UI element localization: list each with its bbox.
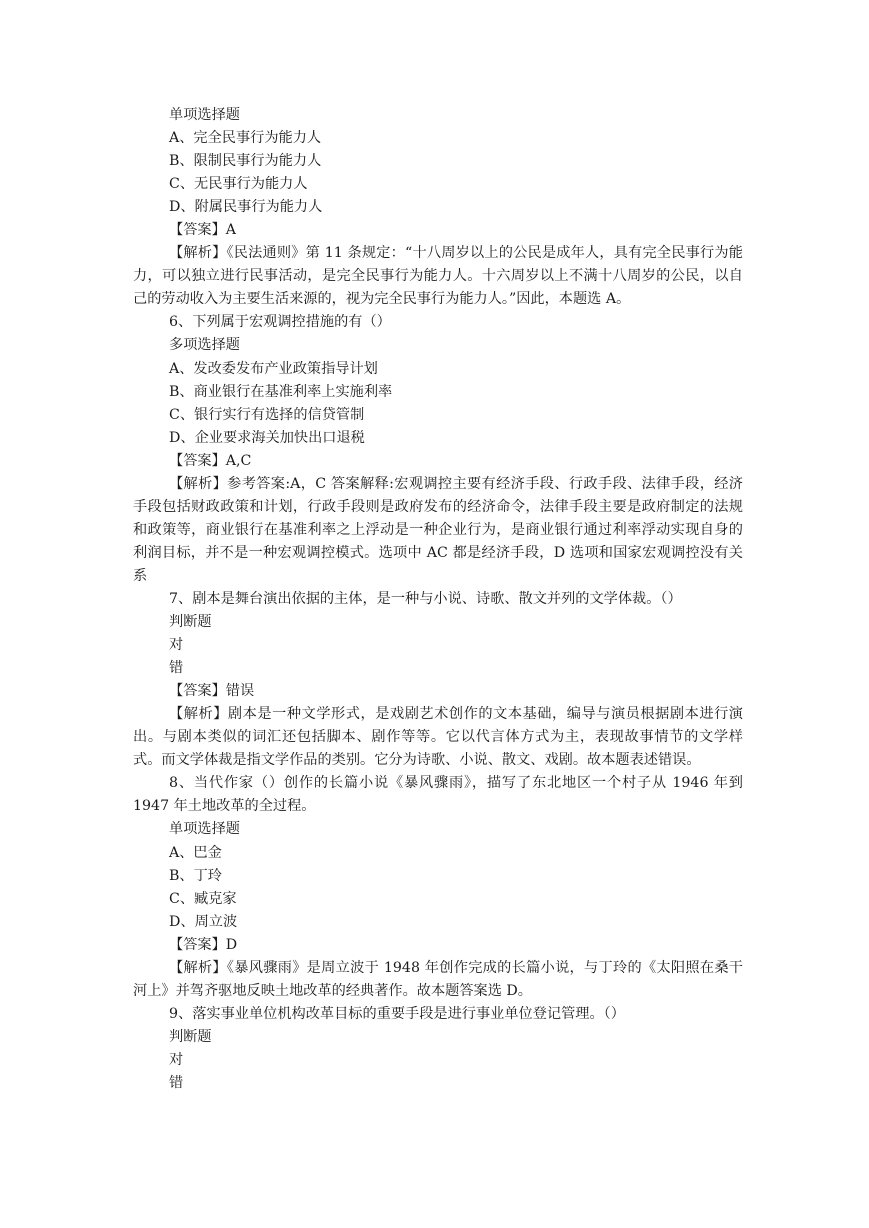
explanation: 【解析】剧本是一种文学形式，是戏剧艺术创作的文本基础，编导与演员根据剧本进行演出。与剧本类似的词汇还包括脚本、剧作等等。它以代言体方式为主，表现故事情节的文学样式。而文学体裁是指文学作品的类别。它分为诗歌、小说、散文、戏剧。故本题表述错误。	[133, 706, 743, 769]
option-a: A、完全民事行为能力人	[169, 130, 322, 147]
answer: 【答案】D	[169, 936, 238, 953]
option-d: D、周立波	[169, 913, 238, 930]
option-true: 对	[169, 1051, 184, 1068]
answer: 【答案】A,C	[169, 452, 252, 469]
option-c: C、臧克家	[169, 890, 237, 907]
option-b: B、商业银行在基准利率上实施利率	[169, 383, 393, 400]
option-b: B、丁玲	[169, 867, 222, 884]
option-c: C、无民事行为能力人	[169, 176, 308, 193]
option-d: D、附属民事行为能力人	[169, 199, 323, 216]
question-type: 单项选择题	[169, 107, 240, 123]
option-c: C、银行实行有选择的信贷管制	[169, 406, 365, 423]
question-type: 多项选择题	[169, 337, 240, 354]
document-page	[133, 104, 743, 1095]
question-type: 单项选择题	[169, 821, 240, 838]
explanation: 【解析】《民法通则》第 11 条规定：“十八周岁以上的公民是成年人，具有完全民事行为能力，可以独立进行民事活动，是完全民事行为能力人。十六周岁以上不满十八周岁的公民，以自己的劳动收入为主要生活来源的，视为完全民事行为能力人。”因此，本题选 A。	[133, 245, 743, 308]
explanation: 【解析】《暴风骤雨》是周立波于 1948 年创作完成的长篇小说，与丁玲的《太阳照在桑干河上》并驾齐驱地反映土地改革的经典著作。故本题答案选 D。	[133, 959, 743, 999]
explanation: 【解析】参考答案:A，C 答案解释:宏观调控主要有经济手段、行政手段、法律手段，经济手段包括财政政策和计划，行政手段则是政府发布的经济命令，法律手段主要是政府制定的法规和政策等，商业银行在基准利率之上浮动是一种企业行为，是商业银行通过利率浮动实现自身的利润目标，并不是一种宏观调控模式。选项中 AC 都是经济手段，D 选项和国家宏观调控没有关系	[133, 475, 743, 584]
option-true: 对	[169, 637, 184, 654]
option-a: A、发改委发布产业政策指导计划	[169, 360, 378, 377]
option-false: 错	[169, 660, 184, 677]
option-b: B、限制民事行为能力人	[169, 153, 322, 170]
question-9: 9、落实事业单位机构改革目标的重要手段是进行事业单位登记管理。（）	[169, 1005, 625, 1022]
option-a: A、巴金	[169, 844, 222, 861]
answer: 【答案】A	[169, 222, 236, 239]
question-type: 判断题	[169, 1028, 212, 1045]
question-8: 8、当代作家（）创作的长篇小说《暴风骤雨》，描写了东北地区一个村子从 1946 年到 1947 年土地改革的全过程。	[133, 775, 743, 815]
option-false: 错	[169, 1074, 184, 1091]
question-type: 判断题	[169, 614, 212, 631]
question-7: 7、剧本是舞台演出依据的主体，是一种与小说、诗歌、散文并列的文学体裁。（）	[169, 590, 682, 607]
answer: 【答案】错误	[169, 683, 255, 700]
question-6: 6、下列属于宏观调控措施的有（）	[169, 314, 391, 331]
option-d: D、企业要求海关加快出口退税	[169, 429, 365, 446]
